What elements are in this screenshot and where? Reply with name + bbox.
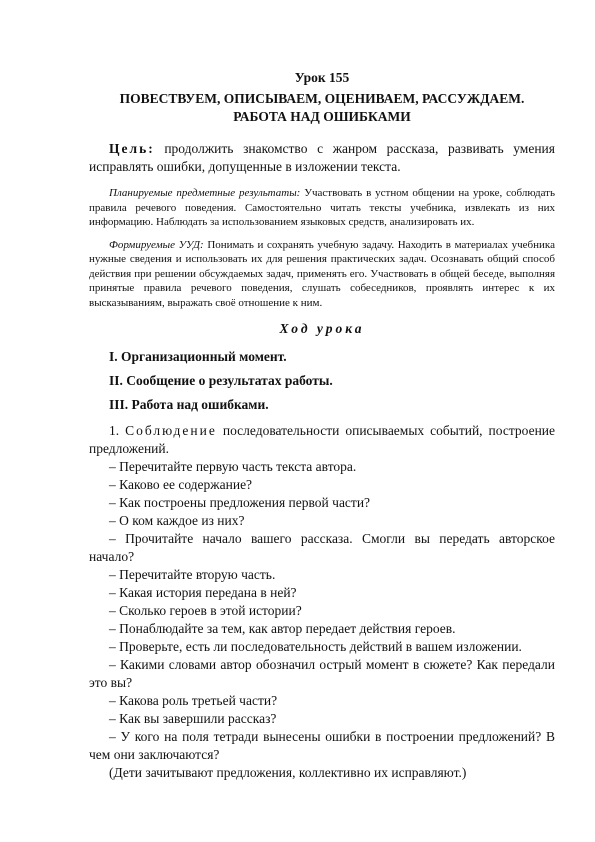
lesson-title — [89, 90, 555, 126]
question-item: – Какая история передана в ней? — [109, 585, 297, 600]
document-content — [89, 70, 555, 782]
question-item: – Сколько героев в этой истории? — [109, 603, 302, 618]
question-item: – Каково ее содержание? — [109, 477, 253, 492]
point-1-label: Соблюдение — [125, 423, 217, 438]
question-item: – У кого на поля тетради вынесены ошибки в построении предложений? В чем они заключаются? — [89, 729, 555, 762]
question-item: – Какими словами автор обозначил острый момент в сюжете? Как передали это вы? — [89, 657, 555, 690]
uud-text: Понимать и сохранять учебную задачу. Находить в материалах учебника нужные сведения и использовать их для решения практических задач. Осознавать общий способ действия при решении обсуждаемых задач, применять его. Участвовать в общей беседе, выполняя принятые правила речевого поведения, слушать собеседников, проявлять интерес к их высказываниям, выражать своё отношение к ним. — [89, 238, 555, 309]
question-item: – Какова роль третьей части? — [109, 693, 278, 708]
uud-paragraph — [89, 238, 555, 311]
goal-label: Цель: — [109, 141, 155, 156]
question-item: – Проверьте, есть ли последовательность действий в вашем изложении. — [109, 639, 522, 654]
section-2: II. Сообщение о результатах работы. — [109, 373, 333, 388]
title-line-1: ПОВЕСТВУЕМ, ОПИСЫВАЕМ, ОЦЕНИВАЕМ, РАССУЖДАЕМ. — [119, 91, 525, 106]
uud-label: Формируемые УУД: — [109, 238, 204, 251]
question-item: – О ком каждое из них? — [109, 513, 245, 528]
question-item: – Перечитайте первую часть текста автора. — [109, 459, 357, 474]
point-1 — [89, 422, 555, 458]
section-1: I. Организационный момент. — [109, 349, 287, 364]
point-1-number: 1. — [109, 423, 126, 438]
question-item: – Перечитайте вторую часть. — [109, 567, 276, 582]
results-label: Планируемые предметные результаты: — [109, 187, 301, 199]
point-1-text: последовательности описываемых событий, построение предложений. — [89, 423, 556, 456]
goal-text: продолжить знакомство с жанром рассказа, развивать умения исправлять ошибки, допущенные в изложении текста. — [89, 141, 555, 174]
results-text: Участвовать в устном общении на уроке, соблюдать правила речевого поведения. Самостоятельно читать тексты учебника, извлекать из них информацию. Наблюдать за использованием языковых средств, анализировать их. — [89, 187, 555, 228]
section-3: III. Работа над ошибками. — [109, 397, 269, 412]
question-item: – Понаблюдайте за тем, как автор передает действия героев. — [109, 621, 456, 636]
results-paragraph — [89, 186, 555, 230]
question-list — [89, 458, 555, 764]
closing-note: (Дети зачитывают предложения, коллективно их исправляют.) — [109, 765, 467, 780]
lesson-number: Урок 155 — [294, 70, 350, 85]
question-item: – Прочитайте начало вашего рассказа. Смогли вы передать авторское начало? — [89, 531, 555, 564]
question-item: – Как построены предложения первой части? — [109, 495, 371, 510]
question-item: – Как вы завершили рассказ? — [109, 711, 277, 726]
goal-paragraph — [89, 140, 555, 176]
course-heading: Ход урока — [279, 321, 365, 336]
title-line-2: РАБОТА НАД ОШИБКАМИ — [233, 109, 411, 124]
